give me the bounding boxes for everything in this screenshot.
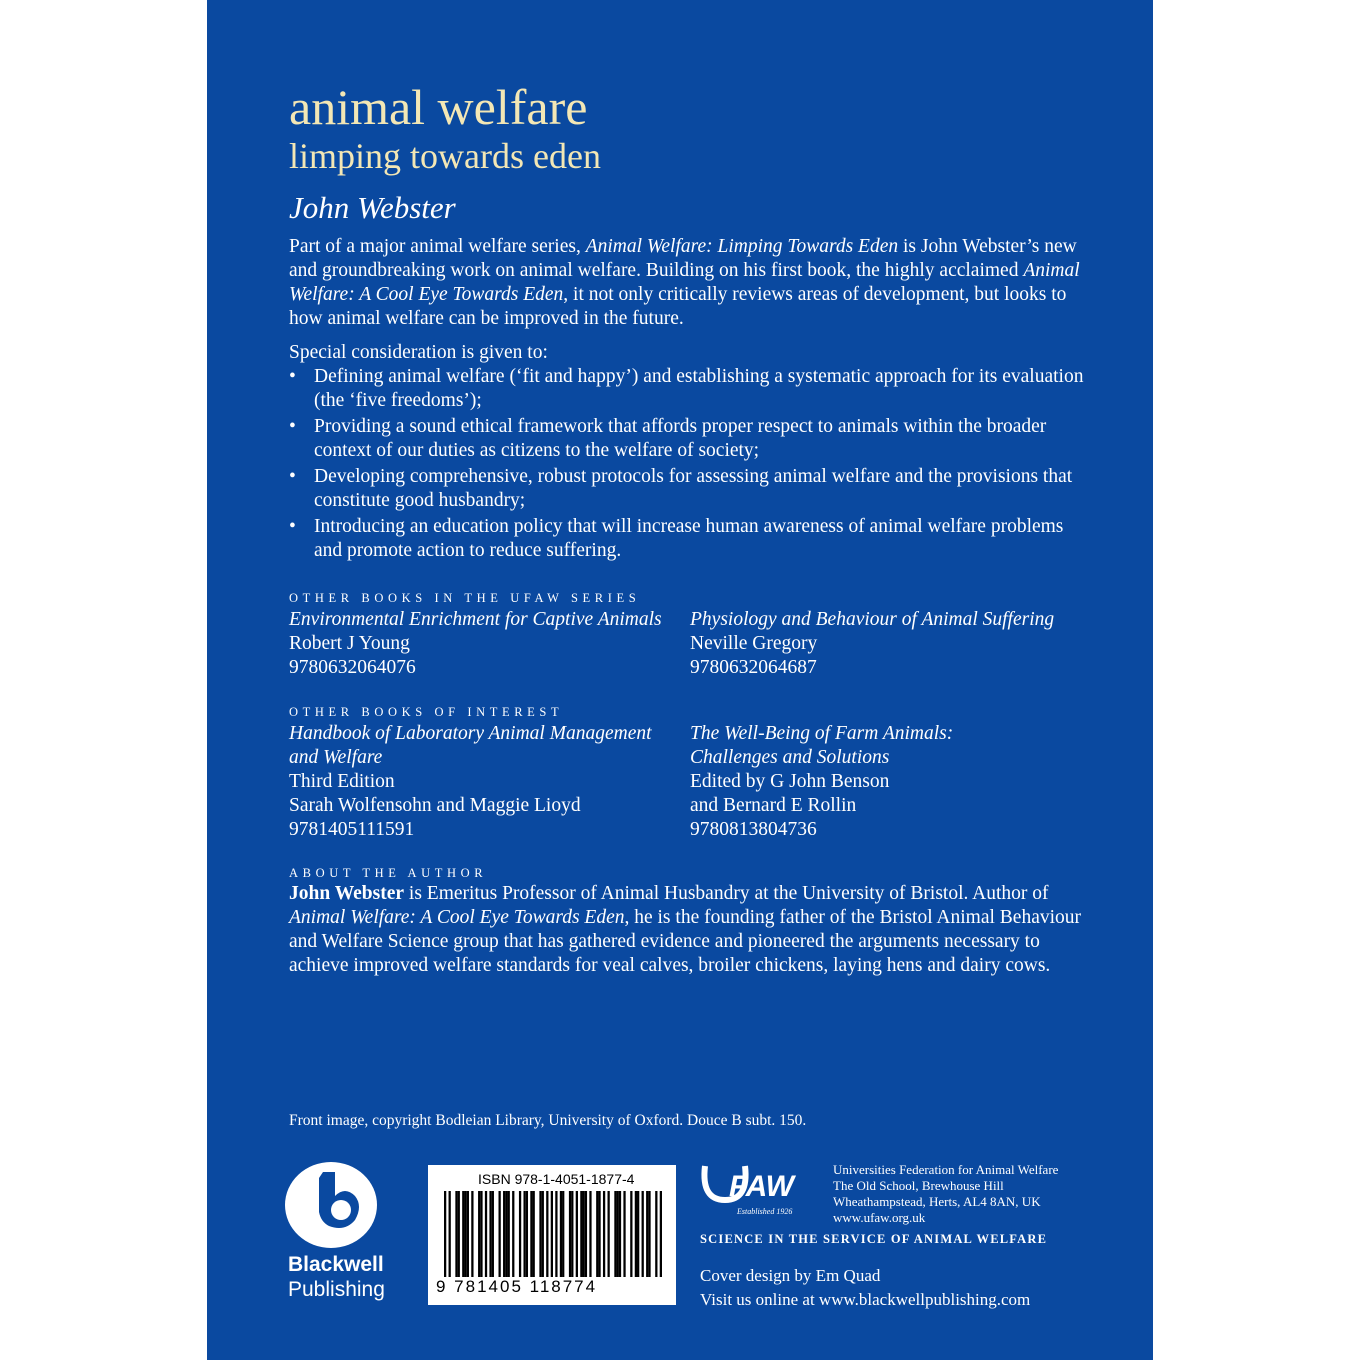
intro-text: Part of a major animal welfare series,: [289, 236, 586, 257]
list-item: [289, 365, 1089, 413]
list-item-text: Developing comprehensive, robust protocols for assessing animal welfare and the provisions that constitute good husbandry;: [314, 466, 1073, 511]
about-book-title: Animal Welfare: A Cool Eye Towards Eden: [289, 907, 625, 928]
barcode-bar: [646, 1191, 648, 1277]
barcode-bar: [480, 1191, 482, 1277]
book-edition: Third Edition: [289, 771, 395, 792]
barcode-bar: [583, 1191, 585, 1277]
ufaw-tagline: SCIENCE IN THE SERVICE OF ANIMAL WELFARE: [700, 1232, 1048, 1246]
list-item-text: Defining animal welfare (‘fit and happy’) and establishing a systematic approach for its evaluation (the ‘five freedoms’);: [314, 366, 1084, 411]
barcode-bar: [485, 1191, 487, 1277]
publisher-sub: Publishing: [288, 1278, 385, 1301]
interest-heading: OTHER BOOKS OF INTEREST: [289, 705, 564, 719]
book-author: Neville Gregory: [690, 633, 818, 654]
intro-text: is John Webster’s new and groundbreaking work on animal welfare. Building on his first book, the highly acclaimed: [289, 236, 1077, 281]
barcode-bar: [444, 1191, 446, 1277]
barcode-bar: [623, 1191, 625, 1277]
ufaw-address: [833, 1162, 1058, 1226]
book-title: and Welfare: [289, 747, 383, 768]
ufaw-website-link[interactable]: www.ufaw.org.uk: [833, 1210, 926, 1225]
blackwell-b-icon: [283, 1160, 379, 1250]
barcode-bar: [660, 1191, 662, 1277]
about-heading: ABOUT THE AUTHOR: [289, 866, 488, 880]
barcode-bar: [546, 1191, 548, 1277]
barcode-bar: [519, 1191, 521, 1277]
book-title: The Well-Being of Farm Animals:: [690, 723, 954, 744]
book-title: Environmental Enrichment for Captive Animals: [289, 609, 662, 630]
barcode-bar: [571, 1191, 573, 1277]
barcode-bar: [530, 1191, 532, 1277]
barcode-bar: [478, 1191, 480, 1277]
barcode-bar: [503, 1191, 505, 1277]
image-credit: Front image, copyright Bodleian Library, University of Oxford. Douce B subt. 150.: [289, 1112, 807, 1129]
book-isbn: 9780632064076: [289, 657, 416, 678]
barcode-bar: [464, 1191, 466, 1277]
barcode-bar: [505, 1191, 507, 1277]
barcode-bar: [492, 1191, 494, 1277]
book-title: Challenges and Solutions: [690, 747, 890, 768]
barcode-bar: [608, 1191, 610, 1277]
cover-design-credit: Cover design by Em Quad: [700, 1266, 881, 1285]
barcode-bar: [562, 1191, 564, 1277]
book-author: Sarah Wolfensohn and Maggie Lioyd: [289, 795, 581, 816]
barcode-bar: [512, 1191, 514, 1277]
barcode-bar: [533, 1191, 535, 1277]
address-line: Universities Federation for Animal Welfare: [833, 1162, 1059, 1177]
barcode-bar: [648, 1191, 650, 1277]
barcode-bar: [635, 1191, 637, 1277]
about-paragraph: [289, 882, 1089, 978]
book-title: Physiology and Behaviour of Animal Suffering: [690, 609, 1055, 630]
consideration-list: [289, 365, 1089, 565]
about-text: , he is the founding father of the Bristol Animal Behaviour and Welfare Science group that has gathered evidence and pioneered the arguments necessary to achieve improved welfare standards for veal calves, broiler chickens, laying hens and dairy cows.: [289, 907, 1082, 976]
barcode-bar: [580, 1191, 582, 1277]
barcode-bar: [655, 1191, 657, 1277]
barcode-bar: [462, 1191, 464, 1277]
book-isbn: 9780632064687: [690, 657, 817, 678]
list-item: [289, 465, 1089, 513]
barcode-digits-text: 9 781405 118774: [436, 1277, 598, 1296]
barcode-bar: [455, 1191, 457, 1277]
barcode-bar: [542, 1191, 544, 1277]
barcode-bar: [630, 1191, 632, 1277]
book-author: Edited by G John Benson: [690, 771, 890, 792]
barcode-bar: [555, 1191, 557, 1277]
barcode-bar: [619, 1191, 621, 1277]
book-author: John Webster: [289, 190, 456, 225]
barcode-bar: [499, 1191, 501, 1277]
svg-text:FAW: FAW: [729, 1170, 794, 1203]
barcode-bar: [551, 1191, 553, 1277]
barcode-bar: [617, 1191, 619, 1277]
book-title: animal welfare: [289, 79, 588, 135]
barcode-bar: [596, 1191, 598, 1277]
bullet-icon: •: [289, 366, 296, 387]
barcode-bar: [539, 1191, 541, 1277]
author-name: John Webster: [289, 883, 405, 904]
isbn-label: ISBN 978-1-4051-1877-4: [478, 1171, 635, 1187]
list-item-text: Introducing an education policy that will increase human awareness of animal welfare problems and promote action to reduce suffering.: [314, 516, 1064, 561]
interest-book-right: [690, 722, 1090, 842]
barcode-bar: [526, 1191, 528, 1277]
address-line: Wheathampstead, Herts, AL4 8AN, UK: [833, 1194, 1041, 1209]
intro-book-title: Animal Welfare: Limping Towards Eden: [585, 236, 899, 257]
blackwell-logo: [283, 1160, 423, 1255]
barcode-bar: [642, 1191, 644, 1277]
bullet-icon: •: [289, 516, 296, 537]
barcode-bar: [598, 1191, 600, 1277]
book-isbn: 9780813804736: [690, 819, 817, 840]
barcode-bar: [589, 1191, 591, 1277]
publisher-name: Blackwell: [288, 1253, 384, 1276]
barcode-bar: [603, 1191, 605, 1277]
ufaw-series-heading: OTHER BOOKS IN THE UFAW SERIES: [289, 591, 641, 605]
book-subtitle: limping towards eden: [289, 136, 601, 176]
address-line: The Old School, Brewhouse Hill: [833, 1178, 1004, 1193]
barcode-bar: [585, 1191, 587, 1277]
barcode-bar: [458, 1191, 460, 1277]
ufaw-book-right: [690, 608, 1090, 680]
bullet-icon: •: [289, 466, 296, 487]
list-item: [289, 415, 1089, 463]
book-back-cover: [207, 0, 1153, 1360]
barcode-bar: [471, 1191, 473, 1277]
book-author: Robert J Young: [289, 633, 410, 654]
book-title: Handbook of Laboratory Animal Management: [289, 723, 652, 744]
ufaw-logo-icon: [699, 1160, 819, 1214]
ufaw-established: Established 1926: [737, 1207, 793, 1216]
barcode-bar: [508, 1191, 510, 1277]
book-author: and Bernard E Rollin: [690, 795, 857, 816]
barcode-panel: [428, 1165, 676, 1305]
about-text: is Emeritus Professor of Animal Husbandry at the University of Bristol. Author of: [404, 883, 1049, 904]
barcode-bar: [576, 1191, 578, 1277]
list-item: [289, 515, 1089, 563]
ufaw-book-left: [289, 608, 689, 680]
intro-paragraph: [289, 235, 1089, 331]
interest-book-left: [289, 722, 689, 842]
book-isbn: 9781405111591: [289, 819, 415, 840]
special-consideration-heading: Special consideration is given to:: [289, 342, 548, 363]
publisher-website[interactable]: Visit us online at www.blackwellpublishing.com: [700, 1290, 1031, 1309]
barcode-bar: [569, 1191, 571, 1277]
barcode-bar: [467, 1191, 469, 1277]
intro-text: , it not only critically reviews areas of development, but looks to how animal welfare can be improved in the future.: [289, 284, 1067, 329]
barcode-icon: [444, 1191, 662, 1277]
barcode-digits: [428, 1277, 676, 1297]
intro-book-title: Animal Welfare: A Cool Eye Towards Eden: [289, 260, 1080, 305]
bullet-icon: •: [289, 416, 296, 437]
barcode-bar: [637, 1191, 639, 1277]
barcode-bar: [489, 1191, 491, 1277]
barcode-bar: [614, 1191, 616, 1277]
barcode-bar: [560, 1191, 562, 1277]
list-item-text: Providing a sound ethical framework that affords proper respect to animals within the broader context of our duties as citizens to the welfare of society;: [314, 416, 1047, 461]
barcode-bar: [523, 1191, 525, 1277]
barcode-bar: [449, 1191, 451, 1277]
